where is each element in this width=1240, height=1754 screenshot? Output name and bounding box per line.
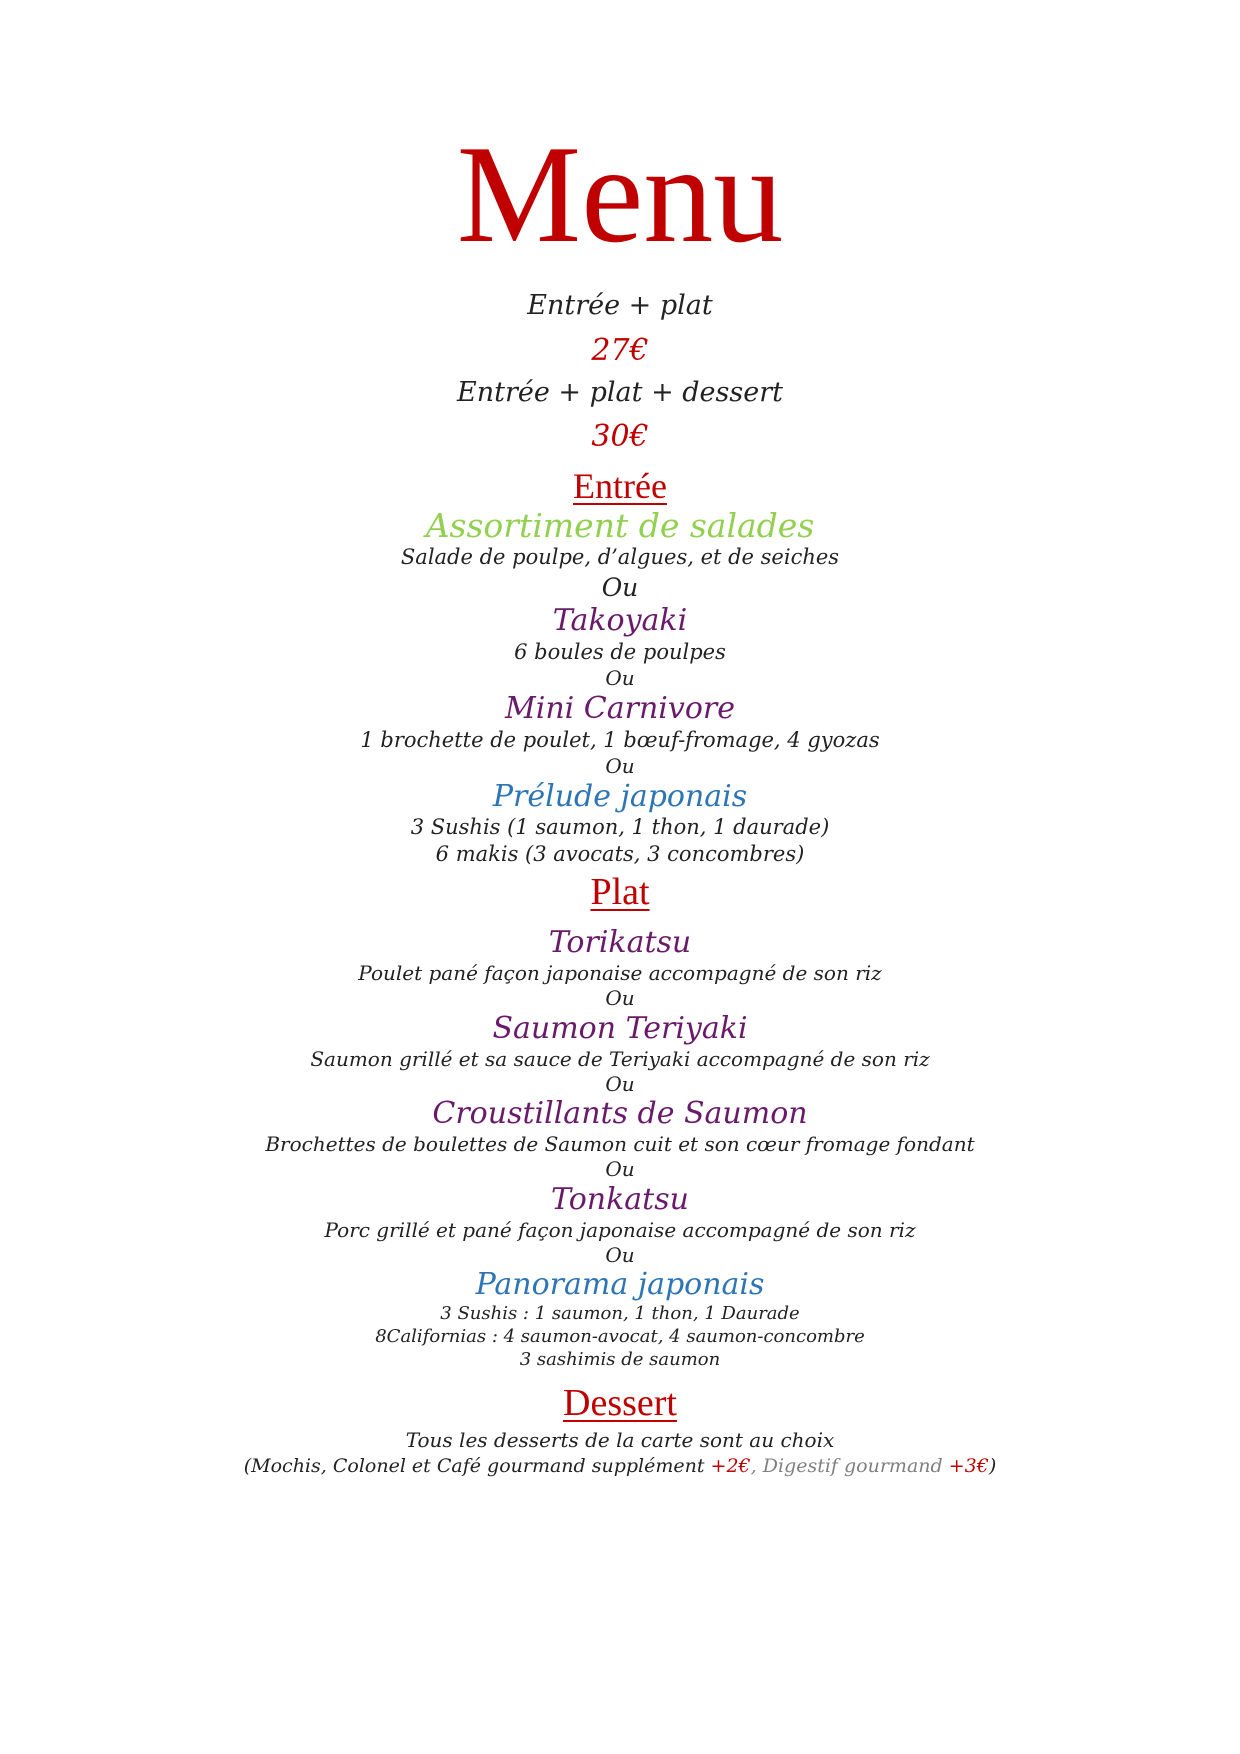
supplement-price-2: +3€ bbox=[948, 1455, 989, 1477]
dessert-note-part2: Digestif gourmand bbox=[762, 1455, 949, 1477]
or-separator: Ou bbox=[605, 666, 635, 690]
section-heading-dessert: Dessert bbox=[563, 1382, 677, 1424]
plat-item-desc: 8Californias : 4 saumon-avocat, 4 saumon-concombre bbox=[375, 1326, 865, 1347]
formula-1-price: 27€ bbox=[591, 333, 649, 368]
or-separator: Ou bbox=[605, 1243, 635, 1267]
plat-item-name: Saumon Teriyaki bbox=[492, 1011, 748, 1046]
supplement-price-1: +2€ bbox=[710, 1455, 751, 1477]
or-separator: Ou bbox=[605, 1072, 635, 1096]
section-heading-plat: Plat bbox=[590, 871, 650, 913]
entree-item-desc: 6 makis (3 avocats, 3 concombres) bbox=[435, 842, 805, 866]
entree-item-name: Mini Carnivore bbox=[505, 691, 735, 726]
entree-item-desc: 1 brochette de poulet, 1 bœuf-fromage, 4 gyozas bbox=[360, 728, 880, 752]
section-heading-entree: Entrée bbox=[573, 466, 667, 506]
dessert-line: Tous les desserts de la carte sont au choix bbox=[405, 1428, 835, 1452]
or-separator: Ou bbox=[605, 754, 635, 778]
menu-title: Menu bbox=[456, 117, 784, 272]
entree-item-name: Assortiment de salades bbox=[425, 506, 815, 545]
plat-item-desc: Brochettes de boulettes de Saumon cuit et son cœur fromage fondant bbox=[265, 1132, 975, 1156]
dessert-supplement-note bbox=[0, 1457, 1240, 1476]
plat-item-name: Croustillants de Saumon bbox=[432, 1096, 808, 1131]
plat-item-desc: 3 sashimis de saumon bbox=[519, 1349, 721, 1370]
plat-item-desc: Saumon grillé et sa sauce de Teriyaki accompagné de son riz bbox=[310, 1047, 930, 1071]
or-separator: Ou bbox=[605, 1157, 635, 1181]
dessert-note-sep: , bbox=[750, 1455, 763, 1477]
or-separator: Ou bbox=[601, 573, 639, 602]
formula-2-label: Entrée + plat + dessert bbox=[457, 377, 783, 408]
plat-item-name: Panorama japonais bbox=[475, 1267, 765, 1302]
plat-item-name: Tonkatsu bbox=[551, 1182, 689, 1217]
entree-item-desc: Salade de poulpe, d’algues, et de seiches bbox=[400, 545, 840, 569]
formula-1-label: Entrée + plat bbox=[527, 290, 713, 321]
entree-item-desc: 3 Sushis (1 saumon, 1 thon, 1 daurade) bbox=[410, 815, 830, 839]
entree-item-name: Prélude japonais bbox=[492, 779, 748, 814]
plat-item-desc: Porc grillé et pané façon japonaise accompagné de son riz bbox=[324, 1218, 916, 1242]
entree-item-desc: 6 boules de poulpes bbox=[514, 640, 726, 664]
dessert-note-part1: (Mochis, Colonel et Café gourmand supplément bbox=[243, 1455, 711, 1477]
formula-2-price: 30€ bbox=[591, 419, 649, 454]
plat-item-name: Torikatsu bbox=[548, 925, 692, 960]
or-separator: Ou bbox=[605, 986, 635, 1010]
plat-item-desc: 3 Sushis : 1 saumon, 1 thon, 1 Daurade bbox=[440, 1303, 800, 1324]
entree-item-name: Takoyaki bbox=[552, 603, 688, 638]
plat-item-desc: Poulet pané façon japonaise accompagné de son riz bbox=[358, 961, 882, 985]
dessert-note-end: ) bbox=[988, 1455, 997, 1477]
